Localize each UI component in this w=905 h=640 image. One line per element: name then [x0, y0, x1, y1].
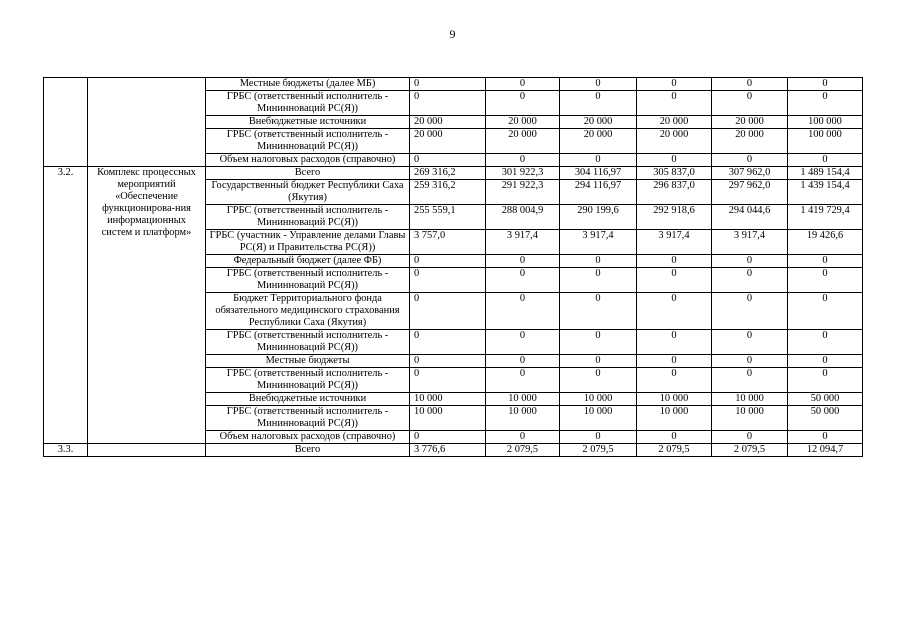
value-cell: 0: [788, 268, 863, 293]
value-cell: 0: [486, 330, 560, 355]
value-cell: 0: [637, 255, 712, 268]
value-cell: 20 000: [637, 116, 712, 129]
funding-source-cell: Внебюджетные источники: [206, 116, 410, 129]
table-row: [44, 444, 863, 457]
table-row: [44, 167, 863, 180]
value-cell: 0: [410, 355, 486, 368]
value-cell: 0: [486, 293, 560, 330]
row-number-cell: 3.3.: [44, 444, 88, 457]
value-cell: 100 000: [788, 116, 863, 129]
funding-source-cell: ГРБС (ответственный исполнитель - Мининноваций РС(Я)): [206, 406, 410, 431]
value-cell: 0: [712, 330, 788, 355]
value-cell: 20 000: [486, 116, 560, 129]
value-cell: 0: [637, 355, 712, 368]
funding-source-cell: ГРБС (участник - Управление делами Главы РС(Я) и Правительства РС(Я)): [206, 230, 410, 255]
value-cell: 0: [410, 154, 486, 167]
value-cell: 50 000: [788, 406, 863, 431]
value-cell: 20 000: [637, 129, 712, 154]
value-cell: 0: [410, 431, 486, 444]
value-cell: 0: [410, 268, 486, 293]
value-cell: 0: [788, 91, 863, 116]
row-name-cell: [88, 444, 206, 457]
value-cell: 10 000: [560, 393, 637, 406]
value-cell: 0: [560, 255, 637, 268]
value-cell: 0: [560, 268, 637, 293]
value-cell: 0: [712, 78, 788, 91]
value-cell: 10 000: [637, 406, 712, 431]
value-cell: 2 079,5: [637, 444, 712, 457]
value-cell: 10 000: [712, 406, 788, 431]
value-cell: 0: [788, 154, 863, 167]
value-cell: 0: [410, 330, 486, 355]
funding-source-cell: Внебюджетные источники: [206, 393, 410, 406]
value-cell: 0: [712, 431, 788, 444]
value-cell: 0: [788, 293, 863, 330]
value-cell: 0: [712, 255, 788, 268]
value-cell: 2 079,5: [712, 444, 788, 457]
value-cell: 10 000: [637, 393, 712, 406]
value-cell: 0: [712, 355, 788, 368]
value-cell: 3 757,0: [410, 230, 486, 255]
value-cell: 0: [560, 78, 637, 91]
value-cell: 305 837,0: [637, 167, 712, 180]
value-cell: 0: [712, 91, 788, 116]
value-cell: 0: [788, 255, 863, 268]
value-cell: 0: [788, 355, 863, 368]
value-cell: 3 776,6: [410, 444, 486, 457]
value-cell: 0: [637, 431, 712, 444]
funding-source-cell: Бюджет Территориального фонда обязательного медицинского страхования Республики Саха (Якутия): [206, 293, 410, 330]
value-cell: 0: [712, 268, 788, 293]
funding-source-cell: Всего: [206, 167, 410, 180]
value-cell: 0: [788, 368, 863, 393]
value-cell: 0: [560, 431, 637, 444]
row-name-cell: Комплекс процессных мероприятий «Обеспечение функционирова-ния информационных систем и платформ»: [88, 167, 206, 444]
funding-source-cell: Объем налоговых расходов (справочно): [206, 154, 410, 167]
value-cell: 294 116,97: [560, 180, 637, 205]
value-cell: 288 004,9: [486, 205, 560, 230]
value-cell: 10 000: [486, 406, 560, 431]
funding-source-cell: Федеральный бюджет (далее ФБ): [206, 255, 410, 268]
value-cell: 1 439 154,4: [788, 180, 863, 205]
funding-source-cell: ГРБС (ответственный исполнитель - Мининноваций РС(Я)): [206, 91, 410, 116]
value-cell: 20 000: [410, 116, 486, 129]
value-cell: 296 837,0: [637, 180, 712, 205]
value-cell: 0: [637, 91, 712, 116]
value-cell: 0: [788, 431, 863, 444]
value-cell: 0: [410, 293, 486, 330]
value-cell: 297 962,0: [712, 180, 788, 205]
value-cell: 0: [410, 368, 486, 393]
value-cell: 0: [637, 268, 712, 293]
value-cell: 3 917,4: [560, 230, 637, 255]
value-cell: 0: [788, 78, 863, 91]
funding-source-cell: Объем налоговых расходов (справочно): [206, 431, 410, 444]
value-cell: 20 000: [560, 129, 637, 154]
value-cell: 0: [637, 330, 712, 355]
value-cell: 0: [560, 91, 637, 116]
value-cell: 0: [486, 255, 560, 268]
value-cell: 0: [560, 293, 637, 330]
value-cell: 0: [486, 431, 560, 444]
value-cell: 294 044,6: [712, 205, 788, 230]
value-cell: 0: [560, 330, 637, 355]
value-cell: 0: [486, 78, 560, 91]
value-cell: 0: [486, 154, 560, 167]
funding-source-cell: Местные бюджеты (далее МБ): [206, 78, 410, 91]
value-cell: 20 000: [560, 116, 637, 129]
funding-source-cell: ГРБС (ответственный исполнитель - Мининноваций РС(Я)): [206, 330, 410, 355]
value-cell: 0: [712, 293, 788, 330]
value-cell: 0: [410, 91, 486, 116]
value-cell: 290 199,6: [560, 205, 637, 230]
value-cell: 19 426,6: [788, 230, 863, 255]
row-number-cell: 3.2.: [44, 167, 88, 444]
page-number: 9: [449, 27, 456, 41]
row-number-cell: [44, 78, 88, 167]
funding-source-cell: ГРБС (ответственный исполнитель - Мининноваций РС(Я)): [206, 368, 410, 393]
funding-source-cell: Местные бюджеты: [206, 355, 410, 368]
value-cell: 2 079,5: [560, 444, 637, 457]
value-cell: 0: [560, 355, 637, 368]
value-cell: 20 000: [712, 129, 788, 154]
value-cell: 0: [486, 268, 560, 293]
value-cell: 3 917,4: [486, 230, 560, 255]
value-cell: 1 489 154,4: [788, 167, 863, 180]
value-cell: 0: [637, 368, 712, 393]
row-name-cell: [88, 78, 206, 167]
value-cell: 301 922,3: [486, 167, 560, 180]
value-cell: 269 316,2: [410, 167, 486, 180]
funding-source-cell: ГРБС (ответственный исполнитель - Мининноваций РС(Я)): [206, 268, 410, 293]
value-cell: 0: [486, 368, 560, 393]
value-cell: 292 918,6: [637, 205, 712, 230]
value-cell: 0: [486, 91, 560, 116]
value-cell: 3 917,4: [712, 230, 788, 255]
value-cell: 0: [788, 330, 863, 355]
value-cell: 10 000: [560, 406, 637, 431]
value-cell: 100 000: [788, 129, 863, 154]
value-cell: 10 000: [410, 393, 486, 406]
value-cell: 0: [712, 154, 788, 167]
value-cell: 12 094,7: [788, 444, 863, 457]
value-cell: 20 000: [486, 129, 560, 154]
budget-table: [43, 77, 863, 457]
value-cell: 0: [637, 154, 712, 167]
value-cell: 259 316,2: [410, 180, 486, 205]
value-cell: 10 000: [486, 393, 560, 406]
value-cell: 0: [560, 154, 637, 167]
value-cell: 0: [637, 78, 712, 91]
value-cell: 20 000: [712, 116, 788, 129]
value-cell: 10 000: [410, 406, 486, 431]
value-cell: 50 000: [788, 393, 863, 406]
funding-source-cell: ГРБС (ответственный исполнитель - Мининноваций РС(Я)): [206, 205, 410, 230]
value-cell: 291 922,3: [486, 180, 560, 205]
value-cell: 0: [712, 368, 788, 393]
value-cell: 0: [410, 78, 486, 91]
funding-source-cell: Государственный бюджет Республики Саха (Якутия): [206, 180, 410, 205]
funding-source-cell: Всего: [206, 444, 410, 457]
value-cell: 3 917,4: [637, 230, 712, 255]
value-cell: 0: [486, 355, 560, 368]
value-cell: 0: [410, 255, 486, 268]
value-cell: 0: [637, 293, 712, 330]
value-cell: 307 962,0: [712, 167, 788, 180]
value-cell: 20 000: [410, 129, 486, 154]
value-cell: 0: [560, 368, 637, 393]
funding-source-cell: ГРБС (ответственный исполнитель - Мининноваций РС(Я)): [206, 129, 410, 154]
table-row: [44, 78, 863, 91]
value-cell: 255 559,1: [410, 205, 486, 230]
value-cell: 304 116,97: [560, 167, 637, 180]
value-cell: 10 000: [712, 393, 788, 406]
value-cell: 1 419 729,4: [788, 205, 863, 230]
value-cell: 2 079,5: [486, 444, 560, 457]
